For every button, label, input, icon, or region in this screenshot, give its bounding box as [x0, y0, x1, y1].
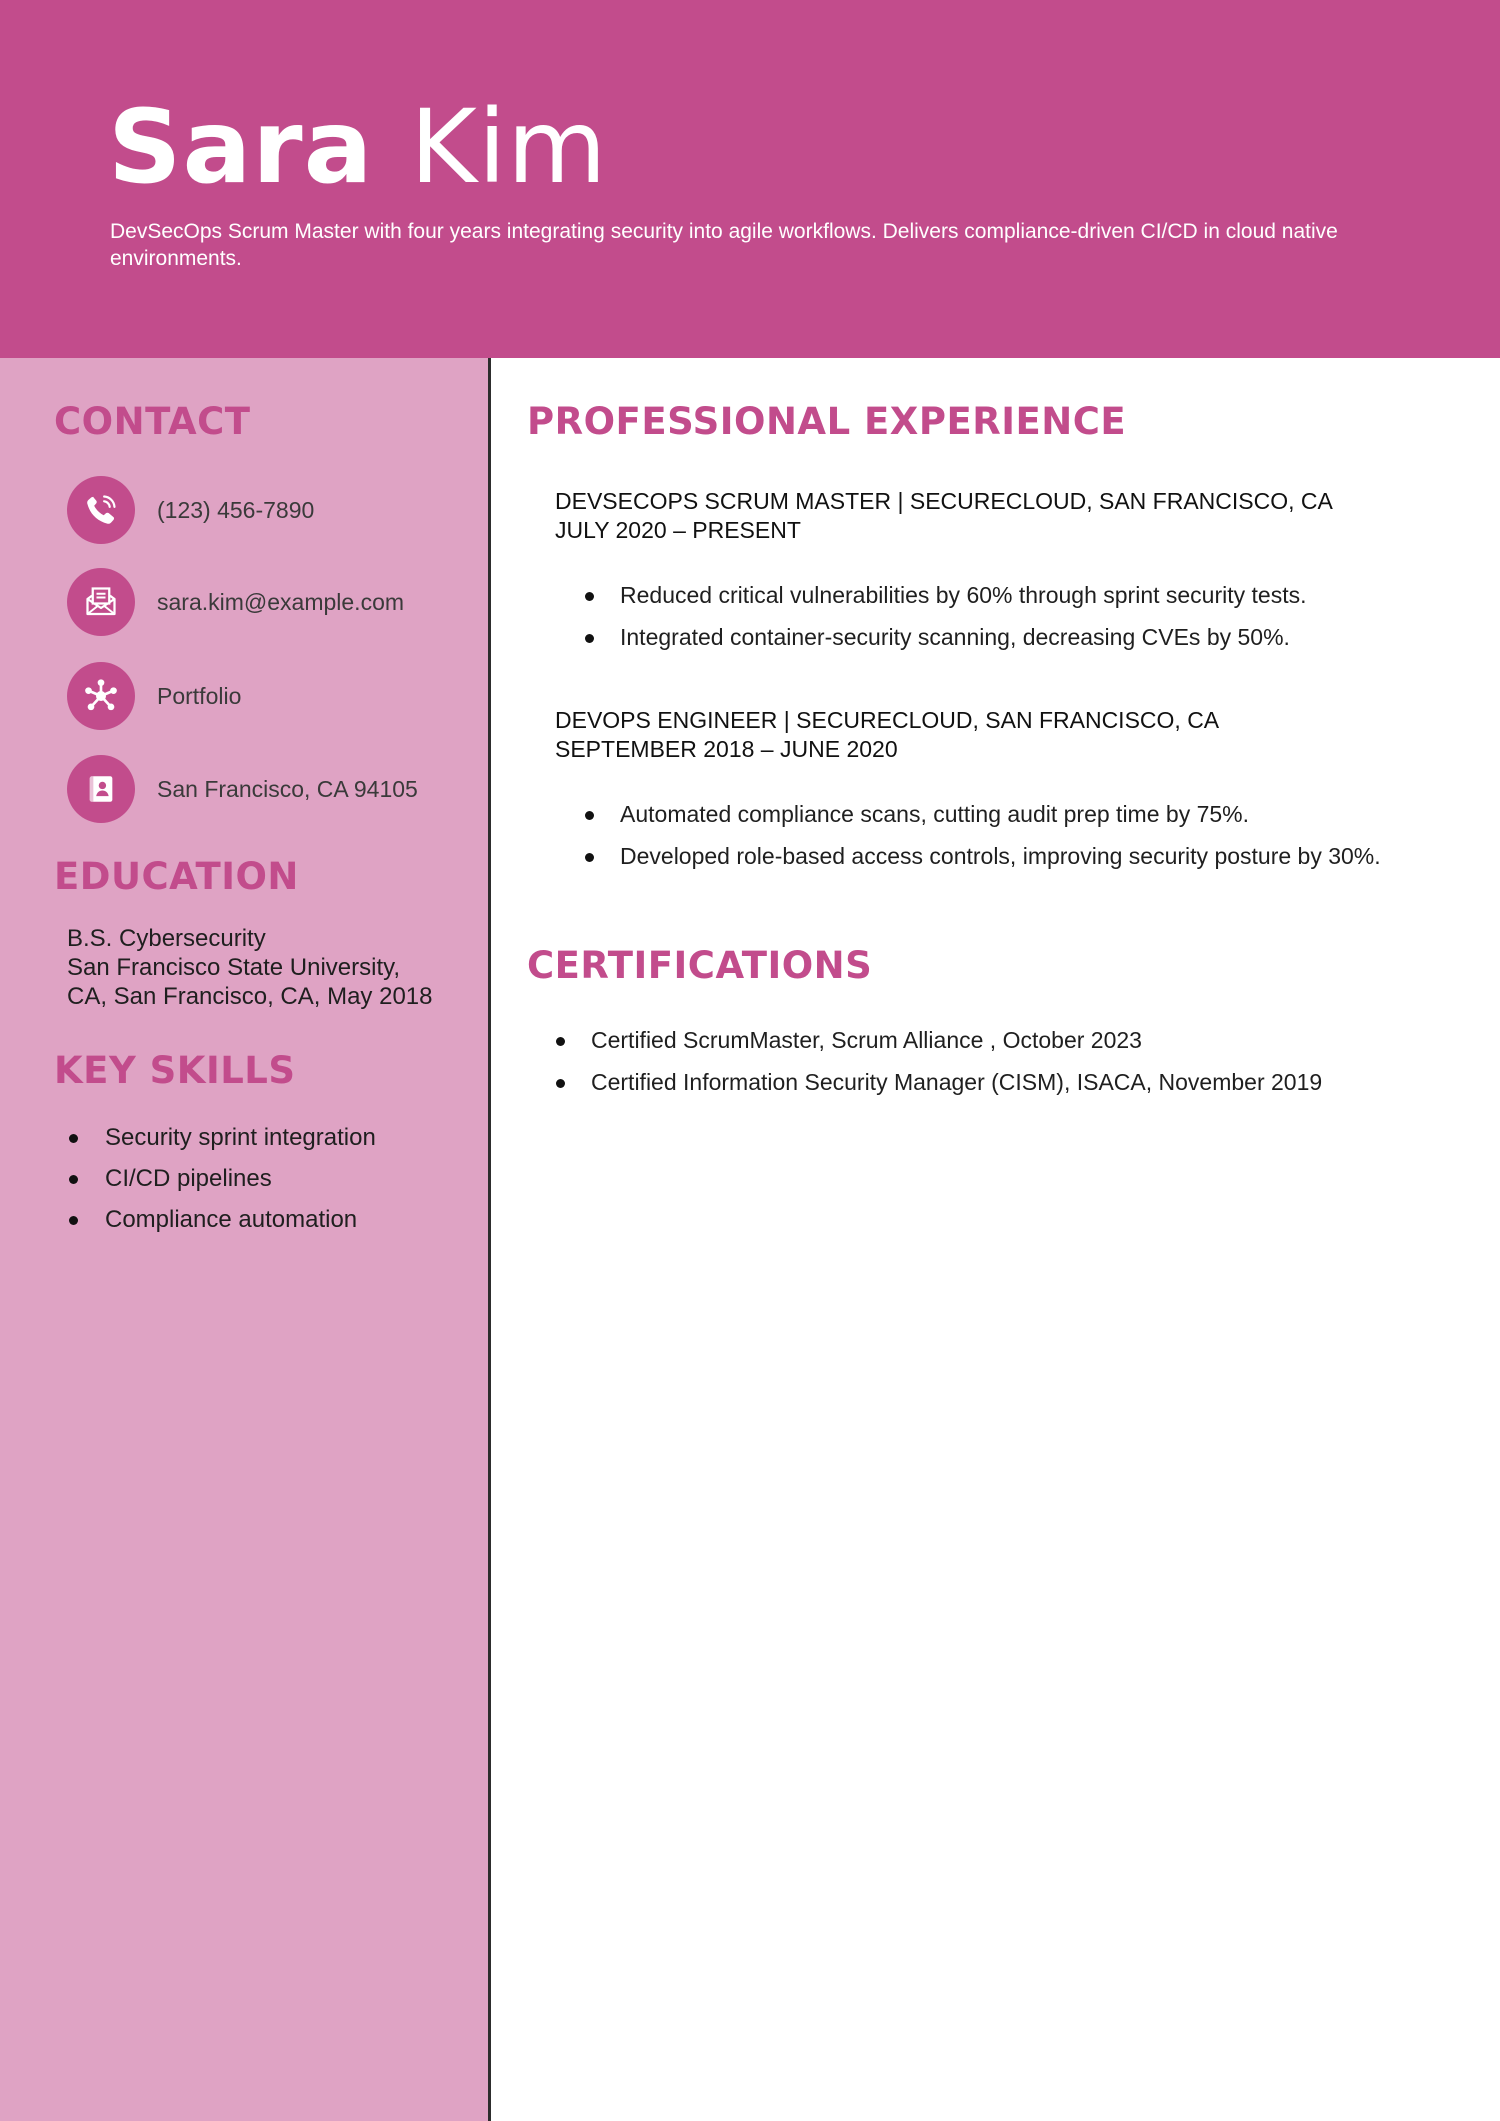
location-address: San Francisco, CA 94105 — [157, 775, 418, 802]
list-item: Compliance automation — [67, 1199, 376, 1240]
email-icon — [67, 568, 135, 636]
last-name: Kim — [409, 88, 608, 207]
education-school: San Francisco State University, — [67, 954, 401, 981]
job-1-dates: JULY 2020 – PRESENT — [555, 517, 801, 543]
education-heading: EDUCATION — [54, 855, 299, 898]
list-item: CI/CD pipelines — [67, 1158, 376, 1199]
candidate-name — [108, 88, 608, 208]
list-item: Reduced critical vulnerabilities by 60% through sprint security tests. — [585, 581, 1415, 610]
contact-email — [67, 567, 404, 637]
certifications-heading: CERTIFICATIONS — [527, 944, 873, 987]
job-2-bullets — [585, 800, 1415, 884]
certifications-list — [555, 1026, 1455, 1110]
skills-list — [67, 1117, 376, 1240]
first-name: Sara — [108, 88, 374, 207]
contact-portfolio — [67, 661, 241, 731]
job-1-role: DEVSECOPS SCRUM MASTER | SECURECLOUD, SAN FRANCISCO, CA — [555, 488, 1333, 514]
profile-summary: DevSecOps Scrum Master with four years integrating security into agile workflows. Delivers compliance-driven CI/CD in cloud native environments. — [110, 220, 1338, 270]
contact-location — [67, 754, 418, 824]
list-item: Developed role-based access controls, improving security posture by 30%. — [585, 842, 1415, 871]
experience-heading: PROFESSIONAL EXPERIENCE — [527, 400, 1127, 443]
education-degree: B.S. Cybersecurity — [67, 925, 266, 952]
education-entry — [67, 924, 467, 1011]
job-2-role: DEVOPS ENGINEER | SECURECLOUD, SAN FRANCISCO, CA — [555, 707, 1220, 733]
job-2-dates: SEPTEMBER 2018 – JUNE 2020 — [555, 736, 898, 762]
education-location-date: CA, San Francisco, CA, May 2018 — [67, 983, 433, 1010]
contact-heading: CONTACT — [54, 400, 251, 443]
list-item: Security sprint integration — [67, 1117, 376, 1158]
header-banner — [0, 0, 1500, 358]
address-book-icon — [67, 755, 135, 823]
job-2-heading — [555, 706, 1219, 764]
contact-phone — [67, 475, 314, 545]
list-item: Certified ScrumMaster, Scrum Alliance , October 2023 — [555, 1026, 1455, 1055]
email-address[interactable]: sara.kim@example.com — [157, 588, 405, 615]
portfolio-link[interactable]: Portfolio — [157, 682, 242, 709]
list-item: Integrated container-security scanning, decreasing CVEs by 50%. — [585, 623, 1415, 652]
phone-icon — [67, 476, 135, 544]
list-item: Automated compliance scans, cutting audit prep time by 75%. — [585, 800, 1415, 829]
portfolio-network-icon — [67, 662, 135, 730]
phone-number[interactable]: (123) 456-7890 — [157, 496, 315, 523]
job-1-bullets — [585, 581, 1415, 665]
job-1-heading — [555, 487, 1333, 545]
list-item: Certified Information Security Manager (CISM), ISACA, November 2019 — [555, 1068, 1455, 1097]
skills-heading: KEY SKILLS — [54, 1049, 296, 1092]
